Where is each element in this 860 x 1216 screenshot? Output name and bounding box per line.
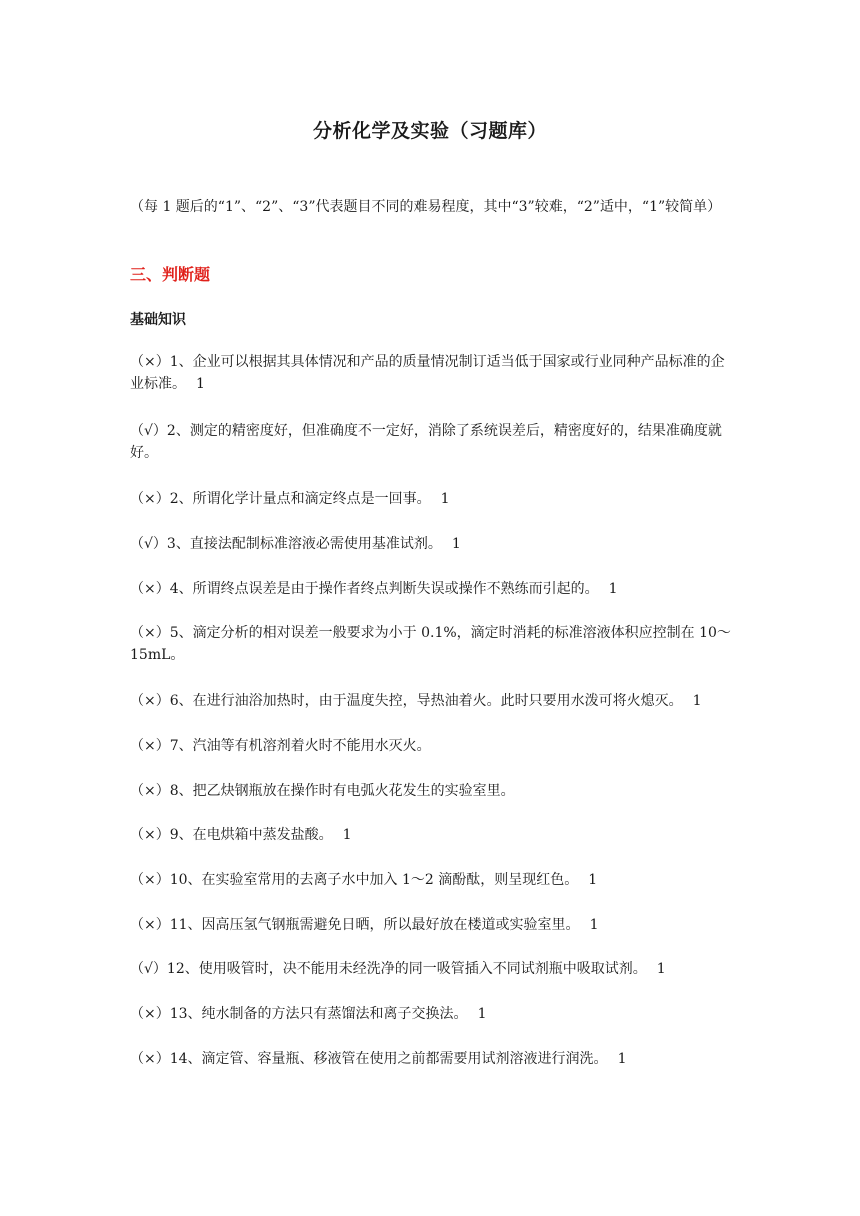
question-item [130,622,735,666]
difficulty-level: 1 [451,536,461,552]
question-item [130,1003,735,1025]
answer-mark: （√） [130,536,167,552]
answer-mark: （×） [130,872,170,888]
question-text: 8、把乙炔钢瓶放在操作时有电弧火花发生的实验室里。 [169,783,515,799]
question-item [130,780,735,802]
difficulty-level: 1 [589,917,599,933]
section-heading: 三、判断题 [130,265,211,284]
answer-mark: （×） [130,693,170,709]
difficulty-level: 1 [440,491,450,507]
difficulty-level: 1 [588,872,598,888]
question-text: 9、在电烘箱中蒸发盐酸。 [169,827,333,843]
question-text: 7、汽油等有机溶剂着火时不能用水灭火。 [169,738,431,754]
difficulty-level: 1 [608,581,618,597]
question-item [130,914,735,936]
question-item [130,824,735,846]
question-item [130,351,735,395]
question-item [130,420,735,464]
answer-mark: （×） [130,354,170,370]
subheading: 基础知识 [130,312,186,328]
answer-mark: （×） [130,917,170,933]
answer-mark: （×） [130,1051,170,1067]
difficulty-level: 1 [342,827,352,843]
answer-mark: （×） [130,625,170,641]
answer-mark: （×） [130,1006,170,1022]
question-text: 2、所谓化学计量点和滴定终点是一回事。 [169,491,431,507]
difficulty-level: 1 [617,1051,627,1067]
question-item [130,533,735,555]
question-item [130,869,735,891]
answer-mark: （√） [130,423,167,439]
question-text: 6、在进行油浴加热时，由于温度失控，导热油着火。此时只要用水泼可将火熄灭。 [169,693,683,709]
difficulty-level: 1 [477,1006,487,1022]
question-item [130,578,735,600]
question-text: 3、直接法配制标准溶液必需使用基准试剂。 [166,536,442,552]
difficulty-level: 1 [692,693,702,709]
difficulty-note: （每 1 题后的“1”、“2”、“3”代表题目不同的难易程度，其中“3”较难，“2”适中，“1”较简单） [130,199,722,215]
question-item [130,488,735,510]
question-text: 5、滴定分析的相对误差一般要求为小于 0.1%，滴定时消耗的标准溶液体积应控制在 10～15mL。 [130,625,731,663]
difficulty-level: 1 [196,376,205,392]
question-item [130,735,735,757]
question-text: 2、测定的精密度好，但准确度不一定好，消除了系统误差后，精密度好的，结果准确度就好。 [130,423,722,461]
question-item [130,958,735,980]
question-text: 10、在实验室常用的去离子水中加入 1～2 滴酚酞，则呈现红色。 [169,872,579,888]
question-text: 11、因高压氢气钢瓶需避免日晒，所以最好放在楼道或实验室里。 [169,917,580,933]
difficulty-level: 1 [656,961,666,977]
question-item [130,1048,735,1070]
answer-mark: （×） [130,827,170,843]
question-text: 13、纯水制备的方法只有蒸馏法和离子交换法。 [169,1006,468,1022]
question-text: 12、使用吸管时，决不能用未经洗净的同一吸管插入不同试剂瓶中吸取试剂。 [166,961,647,977]
answer-mark: （×） [130,738,170,754]
question-text: 1、企业可以根据其具体情况和产品的质量情况制订适当低于国家或行业同种产品标准的企业标准。 [130,354,725,392]
answer-mark: （×） [130,491,170,507]
question-text: 14、滴定管、容量瓶、移液管在使用之前都需要用试剂溶液进行润洗。 [169,1051,608,1067]
answer-mark: （×） [130,581,170,597]
answer-mark: （√） [130,961,167,977]
answer-mark: （×） [130,783,170,799]
question-text: 4、所谓终点误差是由于操作者终点判断失误或操作不熟练而引起的。 [169,581,599,597]
question-item [130,690,735,712]
document-title: 分析化学及实验（习题库） [312,120,547,142]
